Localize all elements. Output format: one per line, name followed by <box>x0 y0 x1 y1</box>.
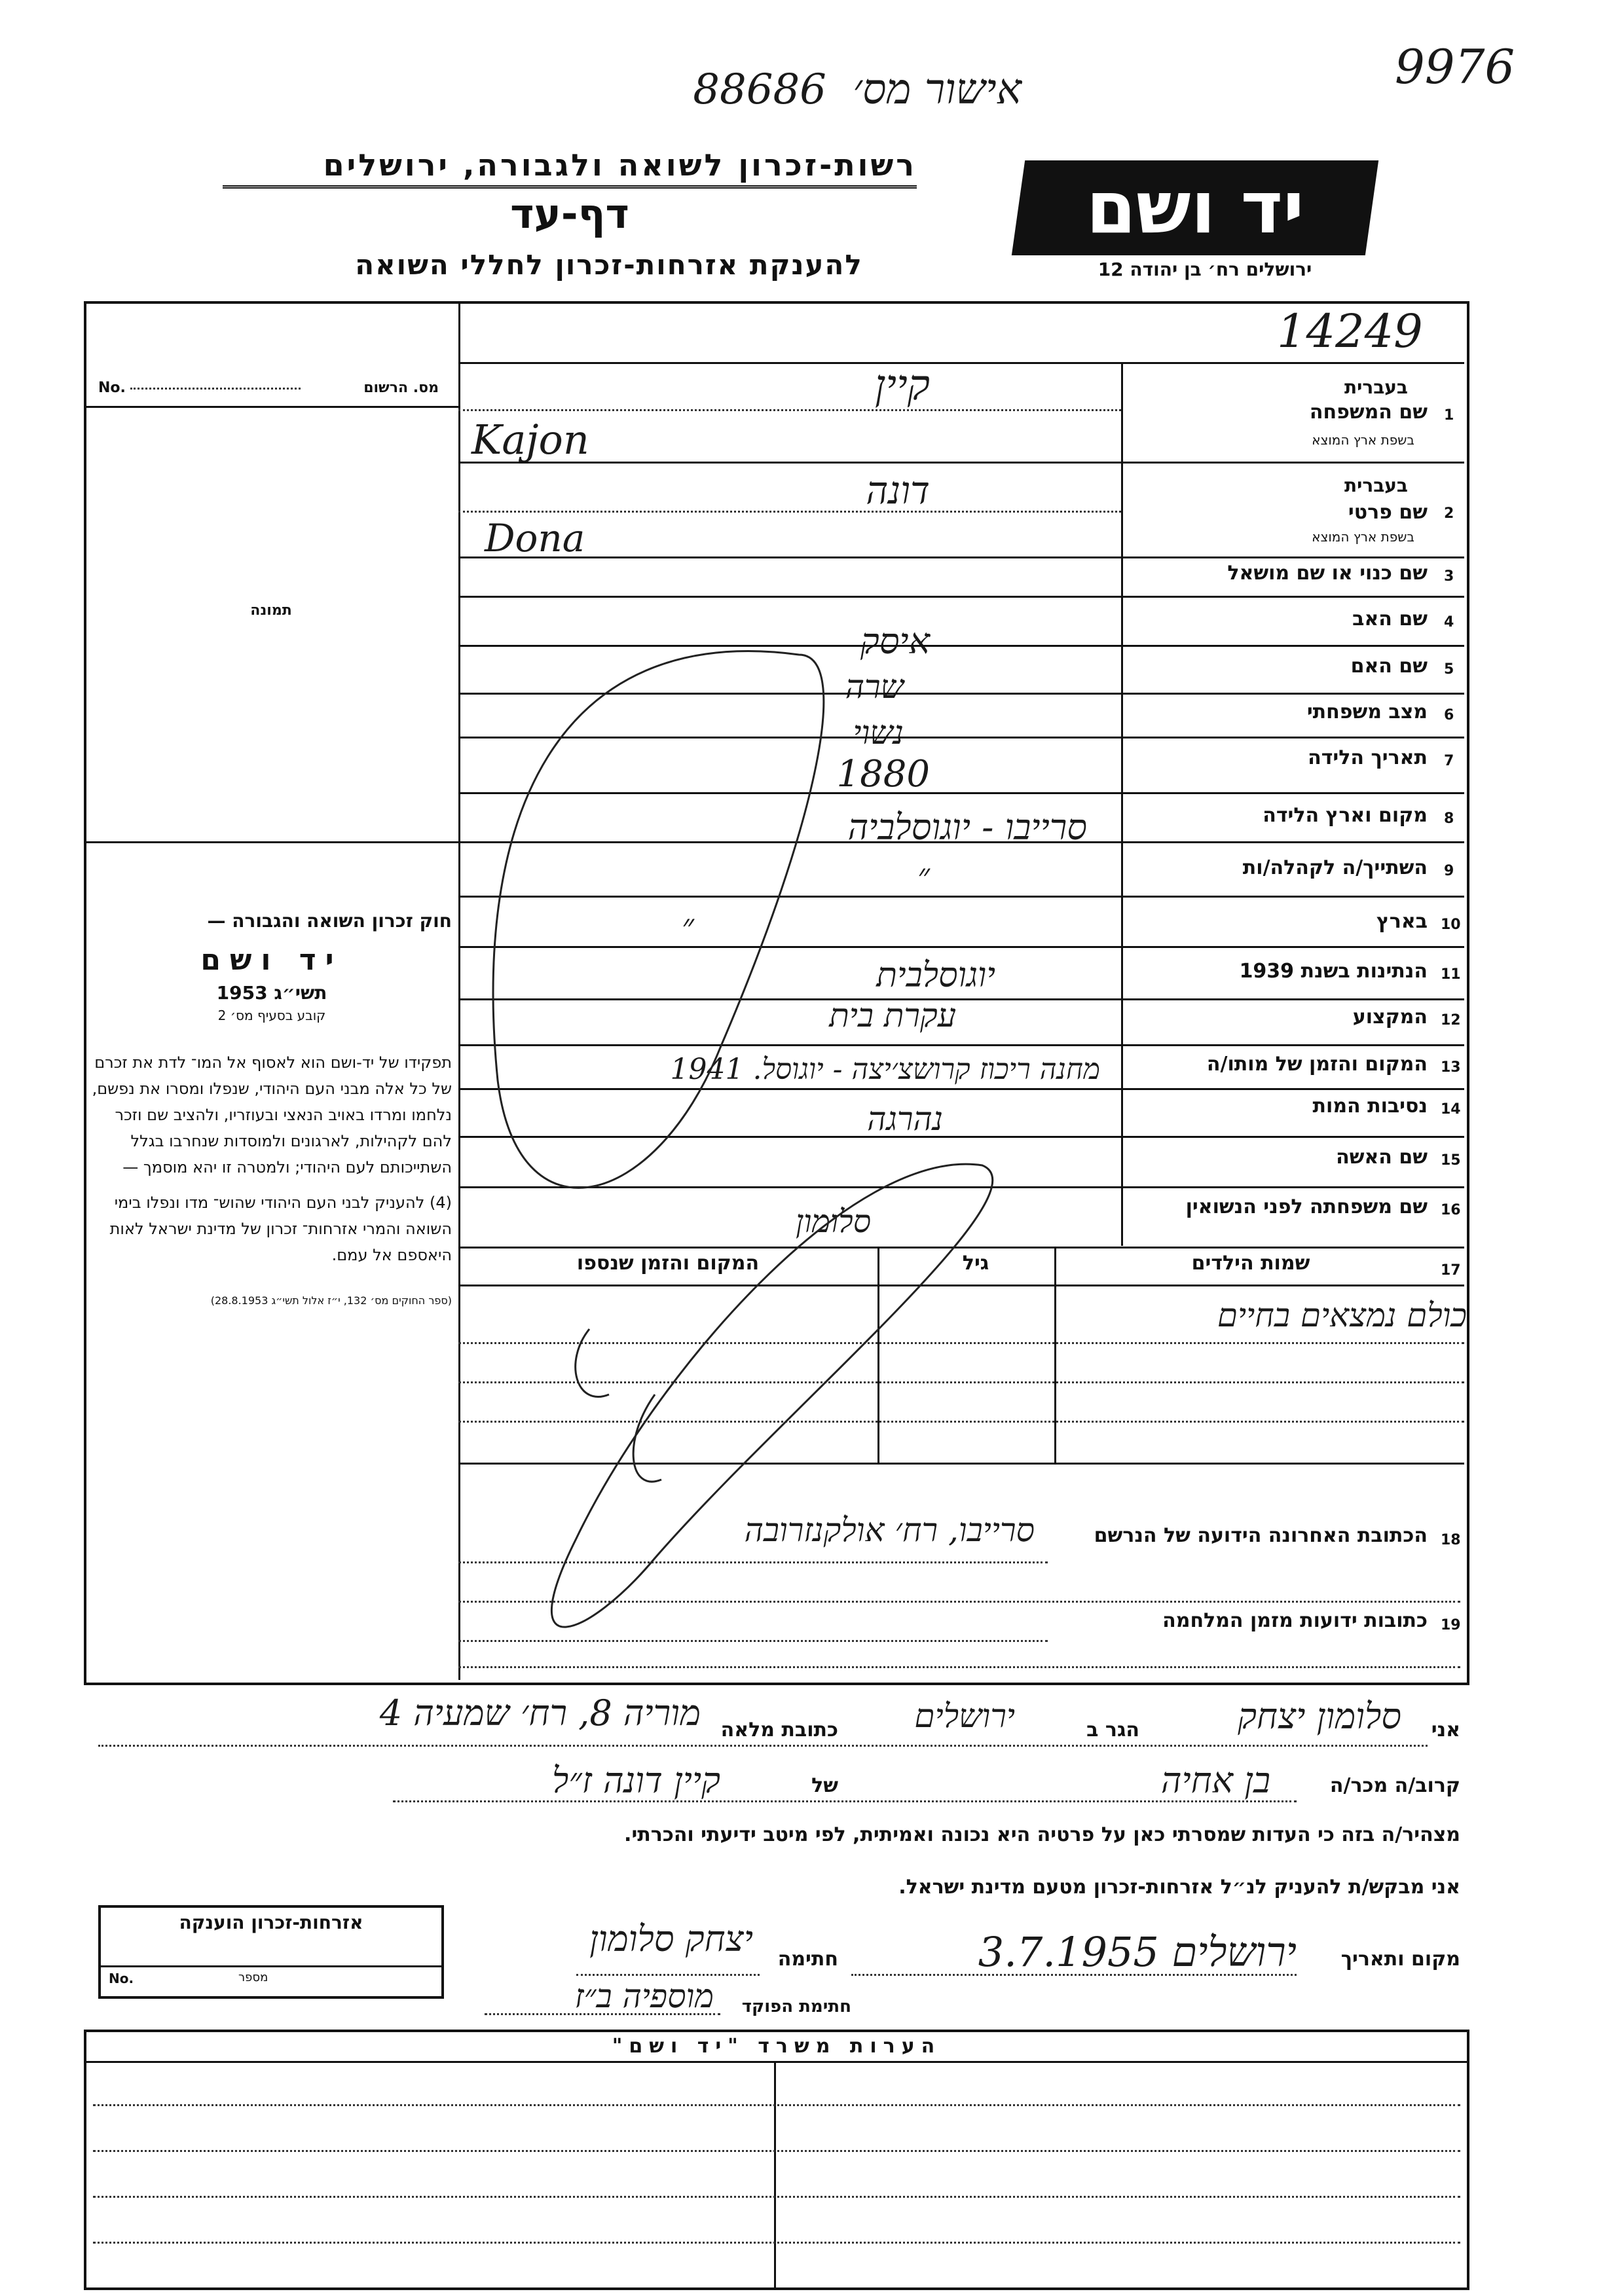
law-org: יד ושם <box>200 943 343 977</box>
field-13-num: 13 <box>1441 1059 1461 1076</box>
declarant-resident-label: הגר ב <box>1086 1719 1139 1741</box>
authority-name: רשות-זכרון לשואה ולגבורה, ירושלים <box>223 147 917 189</box>
field-8-label: מקום וארץ הלידה <box>1263 804 1428 827</box>
field-14-num: 14 <box>1441 1101 1461 1118</box>
field-3-label: שם כנוי או שם מושאל <box>1227 562 1428 585</box>
field-18-num: 18 <box>1441 1532 1461 1548</box>
form-subtitle: להענקת אזרחות-זכרון לחללי השואה <box>355 249 863 281</box>
field-10-num: 10 <box>1441 917 1461 933</box>
law-body: תפקידו של יד-ושם הוא לאסוף אל המו־ לדת את זכרם של כל אלה מבני העם היהודי, שנפלו ומסרו את נפשם, נלחמו ומרדו באויב הנאצי ובעוזריו, ולהציב שם וזכר להם לקהילות, לארגונים ולמוסדות שנחרבו בגלל השתייכותם לעם היהודי; ולמטרה זו יהא מוסמך — <box>92 1053 452 1176</box>
field-9-value: ״ <box>917 856 930 894</box>
registration-no-label: No. <box>98 380 126 396</box>
office-notes-box <box>84 2030 1469 2290</box>
field-1-hebrew-label: בעברית <box>1344 376 1408 398</box>
field-1-local-label: בשפת ארץ המוצא <box>1312 432 1414 448</box>
field-8-num: 8 <box>1444 811 1454 827</box>
stamp-box-title: אזרחות-זכרון הוענקה <box>179 1912 363 1933</box>
field-5-num: 5 <box>1444 661 1454 678</box>
field-5-value: שרה <box>845 668 904 706</box>
field-18-label: הכתובת האחרונה הידועה של הנרשם <box>1094 1524 1428 1547</box>
children-names-header: שמות הילדים <box>1191 1252 1310 1275</box>
field-16-label: שם משפחתה לפני הנשואין <box>1185 1195 1428 1218</box>
field-13-value: מחנה ריכוז קרושצ׳יצה - יוגוסל. 1941 <box>670 1053 1100 1086</box>
signature-label: חתימה <box>777 1948 838 1971</box>
field-9-num: 9 <box>1444 863 1454 879</box>
field-3-num: 3 <box>1444 568 1454 585</box>
law-clause-4: (4) להעניק לבני העם היהודי שהוש־ מדו ונפלו בימי השואה והמרי אזרחות־ זכרון של מדינת ישראל לאות היאספם אל עמם. <box>109 1194 452 1264</box>
place-date-label: מקום ותאריך <box>1340 1948 1460 1971</box>
field-12-value: עקרת בית <box>829 996 956 1034</box>
approval-label: אישור מס׳ <box>853 65 1022 114</box>
declarant-of-label: של <box>811 1774 838 1797</box>
field-6-label: מצב משפחתי <box>1306 701 1428 723</box>
photo-label: תמונה <box>250 602 292 619</box>
field-11-value: יוגוסלבית <box>876 956 995 995</box>
field-17-num: 17 <box>1441 1262 1461 1279</box>
field-12-num: 12 <box>1441 1012 1461 1029</box>
field-2-num: 2 <box>1444 505 1454 522</box>
field-6-value: נשוי <box>853 714 904 752</box>
field-12-label: המקצוע <box>1352 1006 1428 1029</box>
field-7-value: 1880 <box>836 753 930 795</box>
declarant-relation-label: קרוב/ה מכר/ה <box>1329 1774 1460 1797</box>
declarant-i-label: אני <box>1431 1719 1460 1741</box>
form-title: דף-עד <box>510 190 629 238</box>
law-title: חוק זכרון השואה והגבורה — <box>207 910 452 932</box>
logo-text: יד ושם <box>1086 166 1304 249</box>
stamp-box-no-label: No. <box>109 1971 134 1986</box>
field-10-label: בארץ <box>1376 910 1428 933</box>
field-4-label: שם האב <box>1352 608 1428 630</box>
photo-area <box>84 406 458 841</box>
citizenship-stamp-box <box>98 1905 444 1999</box>
field-5-label: שם האם <box>1350 655 1428 678</box>
signature-value: יצחק סלומון <box>589 1918 753 1959</box>
stamp-box-number-label: מספר <box>238 1971 268 1984</box>
official-signature-label: חתימת הפוקד <box>741 1997 851 2016</box>
field-19-label: כתובות ידועות מזמן המלחמה <box>1162 1609 1428 1632</box>
declarant-relation: בן אחיה <box>1160 1760 1270 1801</box>
approval-number: 88686 <box>693 65 826 114</box>
children-age-header: גיל <box>962 1252 989 1275</box>
field-19-num: 19 <box>1441 1617 1461 1633</box>
declarant-address: מוריה 8, רח׳ שמעיה 4 <box>379 1692 701 1734</box>
field-10-value: ״ <box>682 907 694 945</box>
field-16-num: 16 <box>1441 1202 1461 1218</box>
field-1-num: 1 <box>1444 407 1454 424</box>
field-7-num: 7 <box>1444 753 1454 769</box>
place-date-value: ירושלים 3.7.1955 <box>978 1928 1297 1976</box>
field-13-label: המקום והזמן של מותו/ה <box>1206 1053 1428 1076</box>
field-14-label: נסיבות המות <box>1312 1095 1428 1118</box>
field-11-num: 11 <box>1441 966 1461 983</box>
registration-line <box>98 380 439 396</box>
office-notes-title: הערות משרד "יד ושם" <box>612 2035 942 2058</box>
field-7-label: תאריך הלידה <box>1308 746 1428 769</box>
registration-label: מס. הרשום <box>363 380 439 396</box>
field-15-num: 15 <box>1441 1152 1461 1169</box>
declarant-name: סלומון יצחק <box>1238 1696 1401 1737</box>
field-4-num: 4 <box>1444 614 1454 630</box>
field-2-hebrew-label: בעברית <box>1344 475 1408 496</box>
field-2-label: שם פרטי <box>1348 501 1428 524</box>
logo-address: ירושלים רח׳ בן יהודה 12 <box>1098 259 1312 280</box>
field-11-label: הנתינות בשנת 1939 <box>1239 960 1428 983</box>
declaration-text: מצהיר/ה בזה כי העדות שמסרתי כאן על פרטיה היא נכונה ואמיתית, לפי מיטב ידיעתי והכרתי. <box>624 1823 1460 1846</box>
request-text: אני מבקש/ת להעניק לנ״ל אזרחות-זכרון מטעם מדינת ישראל. <box>898 1876 1460 1899</box>
field-16-value: סלומון <box>795 1203 871 1240</box>
declarant-address-label: כתובת מלאה <box>720 1719 838 1741</box>
field-9-label: השתייך/ה לקהלה/ות <box>1242 856 1428 879</box>
children-note: כולם נמצאים בחיים <box>1217 1296 1467 1334</box>
field-6-num: 6 <box>1444 707 1454 723</box>
yad-vashem-logo <box>1012 160 1378 255</box>
field-2-value-local: Dona <box>485 516 585 560</box>
declarant-of-value: קיין דונה ז״ל <box>551 1760 720 1801</box>
declarant-city: ירושלים <box>914 1697 1015 1735</box>
field-14-value: נהרגה <box>867 1100 943 1138</box>
law-block <box>92 910 452 1307</box>
field-1-value-local: Kajon <box>471 416 589 464</box>
record-number: 14249 <box>1277 304 1423 358</box>
field-8-value: סרייבו - יוגוסלביה <box>847 807 1087 848</box>
children-place-header: המקום והזמן שנספו <box>576 1252 760 1275</box>
approval-line <box>655 65 1022 114</box>
law-source: (ספר החוקים מס׳ 132, י״ז אלול תשי״ג 28.8.1953) <box>210 1294 452 1307</box>
law-year: תשי״ג 1953 <box>216 982 327 1004</box>
field-18-value: סרייבו, רח׳ אולקנזרובה <box>744 1511 1035 1549</box>
field-2-value-hebrew: דונה <box>866 468 930 513</box>
field-1-value-hebrew: קיין <box>874 361 930 410</box>
official-signature-value: מוספיה ב״ז <box>574 1977 714 2015</box>
field-15-label: שם האשה <box>1336 1146 1428 1169</box>
archive-number: 9976 <box>1395 39 1515 94</box>
field-4-value: איסק <box>860 621 930 662</box>
field-2-local-label: בשפת ארץ המוצא <box>1312 529 1414 545</box>
field-1-label: שם המשפחה <box>1309 401 1428 424</box>
law-clause: קובע בסעיף מס׳ 2 <box>217 1008 326 1023</box>
